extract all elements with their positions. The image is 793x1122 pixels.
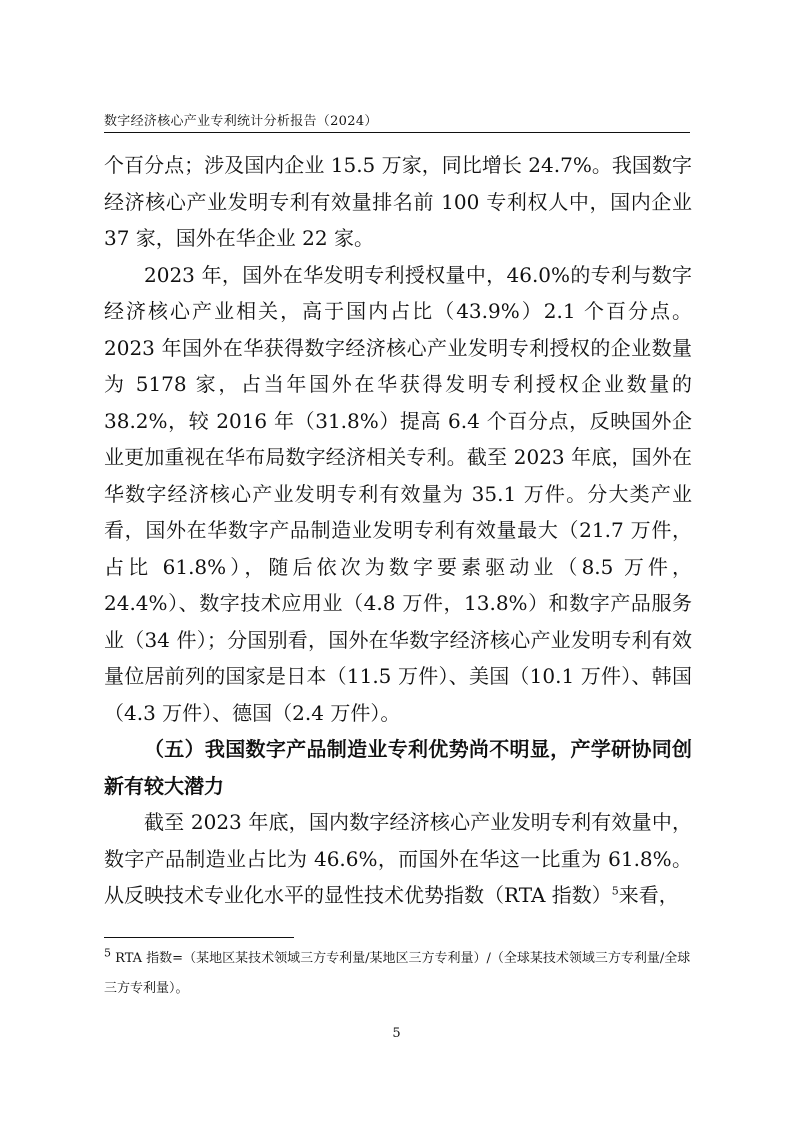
footnote [104, 944, 692, 1004]
body-text [104, 147, 692, 914]
paragraph-text: 截至 2023 年底，国内数字经济核心产业发明专利有效量中，数字产品制造业占比为 46.6%，而国外在华这一比重为 61.8%。从反映技术专业化水平的显性技术优势指数（RTA 指数） [104, 810, 692, 907]
page-number: 5 [392, 1026, 401, 1041]
section-heading: （五）我国数字产品制造业专利优势尚不明显，产学研协同创新有较大潜力 [104, 737, 692, 798]
footnote-marker: 5 [104, 946, 111, 960]
paragraph-continuation: 个百分点；涉及国内企业 15.5 万家，同比增长 24.7%。我国数字经济核心产业发明专利有效量排名前 100 专利权人中，国内企业 37 家，国外在华企业 22 家。 [104, 153, 692, 250]
header-rule [104, 132, 690, 133]
paragraph-domestic-share [104, 804, 692, 914]
paragraph-foreign-patents: 2023 年，国外在华发明专利授权量中，46.0%的专利与数字经济核心产业相关，高于国内占比（43.9%）2.1 个百分点。2023 年国外在华获得数字经济核心产业发明专利授权的企业数量为 5178 家，占当年国外在华获得发明专利授权企业数量的 38.2%，较 2016 年（31.8%）提高 6.4 个百分点，反映国外企业更加重视在华布局数字经济相关专利。截至 2023 年底，国外在华数字经济核心产业发明专利有效量为 35.1 万件。分大类产业看，国外在华数字产品制造业发明专利有效量最大（21.7 万件，占比 61.8%），随后依次为数字要素驱动业（8.5 万件，24.4%）、数字技术应用业（4.8 万件，13.8%）和数字产品服务业（34 件）；分国别看，国外在华数字经济核心产业发明专利有效量位居前列的国家是日本（11.5 万件）、美国（10.1 万件）、韩国（4.3 万件）、德国（2.4 万件）。 [104, 262, 692, 725]
footnote-text: RTA 指数=（某地区某技术领域三方专利量/某地区三方专利量）/（全球某技术领域三方专利量/全球三方专利量）。 [104, 951, 691, 996]
footnote-reference[interactable]: 5 [611, 884, 619, 898]
footnote-rule [104, 937, 294, 938]
paragraph-tail: 来看， [618, 883, 679, 907]
running-header: 数字经济核心产业专利统计分析报告（2024） [104, 114, 378, 129]
